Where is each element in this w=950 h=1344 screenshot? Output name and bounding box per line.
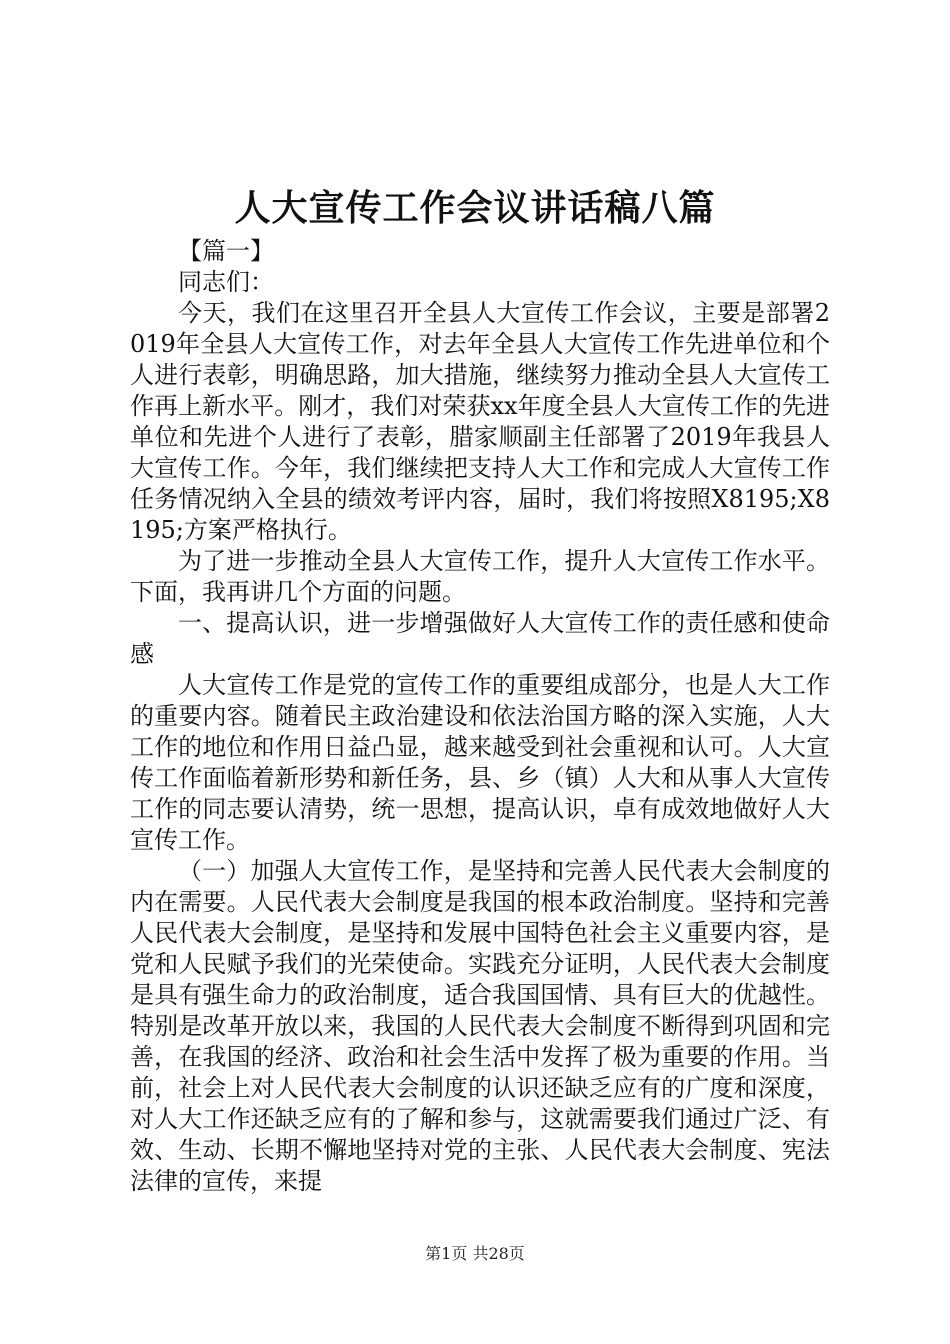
section-label: 【篇一】 [178, 237, 274, 265]
body-paragraph: 今天，我们在这里召开全县人大宣传工作会议，主要是部署2019年全县人大宣传工作，对去年全县人大宣传工作先进单位和个人进行表彰，明确思路，加大措施，继续努力推动全县人大宣传工作再上新水平。刚才，我们对荣获xx年度全县人大宣传工作的先进单位和先进个人进行了表彰，腊家顺副主任部署了2019年我县人大宣传工作。今年，我们继续把支持人大工作和完成人大宣传工作任务情况纳入全县的绩效考评内容，届时，我们将按照X8195;X8195;方案严格执行。 [130, 299, 830, 544]
salutation: 同志们： [178, 268, 274, 296]
document-body [130, 236, 830, 1197]
body-paragraph: 为了进一步推动全县人大宣传工作，提升人大宣传工作水平。下面，我再讲几个方面的问题。 [130, 547, 830, 606]
body-paragraph: （一）加强人大宣传工作，是坚持和完善人民代表大会制度的内在需要。人民代表大会制度是我国的根本政治制度。坚持和完善人民代表大会制度，是坚持和发展中国特色社会主义重要内容，是党和人民赋予我们的光荣使命。实践充分证明，人民代表大会制度是具有强生命力的政治制度，适合我国国情、具有巨大的优越性。特别是改革开放以来，我国的人民代表大会制度不断得到巩固和完善，在我国的经济、政治和社会生活中发挥了极为重要的作用。当前，社会上对人民代表大会制度的认识还缺乏应有的广度和深度，对人大工作还缺乏应有的了解和参与，这就需要我们通过广泛、有效、生动、长期不懈地坚持对党的主张、人民代表大会制度、宪法法律的宣传，来提 [130, 857, 830, 1195]
section-heading: 一、提高认识，进一步增强做好人大宣传工作的责任感和使命感 [130, 609, 830, 668]
document-title: 人大宣传工作会议讲话稿八篇 [234, 187, 716, 229]
body-paragraph: 人大宣传工作是党的宣传工作的重要组成部分，也是人大工作的重要内容。随着民主政治建设和依法治国方略的深入实施，人大工作的地位和作用日益凸显，越来越受到社会重视和认可。人大宣传工作面临着新形势和新任务，县、乡（镇）人大和从事人大宣传工作的同志要认清势，统一思想，提高认识，卓有成效地做好人大宣传工作。 [130, 671, 830, 854]
page-footer: 第1页 共28页 [425, 1244, 525, 1263]
